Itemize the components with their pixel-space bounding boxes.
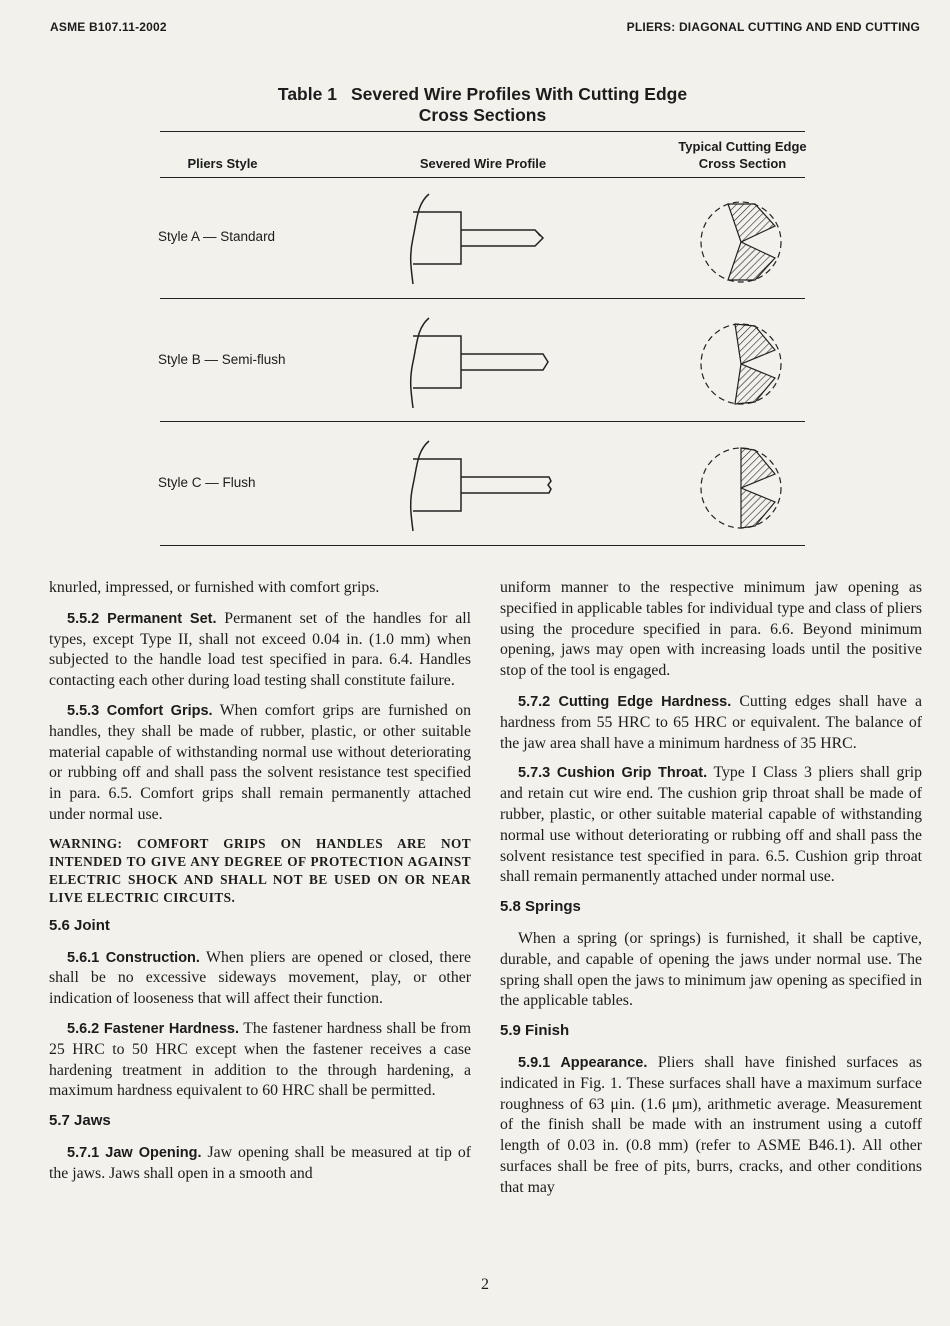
row-divider-2 bbox=[160, 421, 805, 422]
section-5-6-2-paragraph bbox=[49, 1019, 471, 1102]
section-5-6-1-heading: 5.6.1 Construction. bbox=[67, 949, 200, 966]
section-5-9-heading: 5.9 Finish bbox=[500, 1022, 570, 1040]
section-5-5-2-body: Permanent set of the handles for all types, except Type II, shall not exceed 0.04 in. (1.0 mm) when subjected to the handle load test specified in para. 6.4. Handles contacting each other during load testing shall constitute failure. bbox=[49, 609, 472, 690]
section-5-6-1-body: When pliers are opened or closed, there shall be no excessive sideways movement, play, or other indication of looseness that will affect their function. bbox=[49, 948, 472, 1008]
warning-paragraph: WARNING: COMFORT GRIPS ON HANDLES ARE NOT INTENDED TO GIVE ANY DEGREE OF PROTECTION AGAINST ELECTRIC SHOCK AND SHALL NOT BE USED ON OR NEAR LIVE ELECTRIC CIRCUITS. bbox=[49, 835, 471, 905]
section-5-6-2-heading: 5.6.2 Fastener Hardness. bbox=[67, 1020, 239, 1037]
wire-profile-a-figure bbox=[395, 190, 565, 290]
section-5-5-3-paragraph bbox=[49, 701, 471, 826]
section-5-7-1-paragraph bbox=[49, 1143, 471, 1185]
table-number: Table 1 bbox=[277, 84, 337, 104]
section-5-6-2-body: The fastener hardness shall be from 25 HRC to 50 HRC except when the fastener receives a case hardening treatment in addition to the through hardening, a maximum hardness equivalent to 60 HRC shall be permitted. bbox=[49, 1019, 471, 1100]
section-5-5-3-body: When comfort grips are furnished on handles, they shall be made of rubber, plastic, or other suitable material capable of withstanding normal use without deteriorating or rubbing off and shall pass the solvent resistance test specified in para. 6.5. Comfort grips shall remain permanently attached under normal use. bbox=[49, 701, 471, 823]
section-5-5-2-paragraph bbox=[49, 609, 471, 692]
section-5-7-3-body: Type I Class 3 pliers shall grip and retain cut wire end. The cushion grip throat shall be made of rubber, plastic, or other suitable material capable of withstanding normal use without deteriorating or rubbing off and shall pass the solvent resistance test specified in para. 6.5. Cushion grip throat shall remain permanently attached under normal use. bbox=[500, 764, 923, 886]
wire-profile-b-figure bbox=[395, 314, 565, 414]
cross-section-c-figure bbox=[695, 442, 787, 534]
section-5-7-3-heading: 5.7.3 Cushion Grip Throat. bbox=[518, 765, 708, 782]
section-5-9-1-heading: 5.9.1 Appearance. bbox=[518, 1054, 648, 1071]
running-header-right: PLIERS: DIAGONAL CUTTING AND END CUTTING bbox=[626, 20, 920, 34]
section-5-5-3-heading: 5.5.3 Comfort Grips. bbox=[67, 702, 213, 719]
section-5-6-1-paragraph bbox=[49, 948, 471, 1010]
col-header-cross-section bbox=[660, 138, 825, 172]
section-5-7-2-heading: 5.7.2 Cutting Edge Hardness. bbox=[518, 693, 732, 710]
section-5-7-2-paragraph bbox=[500, 692, 922, 754]
table-title-line2: Cross Sections bbox=[418, 105, 547, 125]
section-5-6-heading: 5.6 Joint bbox=[49, 916, 110, 934]
section-5-7-1-body: Jaw opening shall be measured at tip of the jaws. Jaws shall open in a smooth and bbox=[49, 1143, 472, 1182]
col-header-cross-section-line2: Cross Section bbox=[698, 156, 787, 171]
section-5-5-2-heading: 5.5.2 Permanent Set. bbox=[67, 610, 217, 627]
col-header-style: Pliers Style bbox=[187, 156, 258, 171]
table-title bbox=[160, 84, 805, 126]
cross-section-b-figure bbox=[695, 318, 787, 410]
right-continuation-paragraph: uniform manner to the respective minimum jaw opening as specified in applicable tables for individual type and class of pliers using the procedure specified in para. 6.6. Beyond minimum opening, jaws may open with increasing loads until the positive stop of the tool is engaged. bbox=[500, 579, 922, 680]
table-title-line1: Severed Wire Profiles With Cutting Edge bbox=[350, 84, 688, 104]
row-divider-1 bbox=[160, 298, 805, 299]
left-text-column bbox=[49, 578, 471, 1194]
section-5-7-2-body: Cutting edges shall have a hardness from 55 HRC to 65 HRC or equivalent. The balance of the jaw area shall have a minimum hardness of 35 HRC. bbox=[500, 692, 922, 752]
running-header-left: ASME B107.11-2002 bbox=[50, 20, 167, 34]
section-5-9-1-body: Pliers shall have finished surfaces as indicated in Fig. 1. These surfaces shall have a maximum surface roughness of 63 μin. (1.6 μm), arithmetic average. Measurement of the finish shall be made with an instrument using a cutoff length of 0.03 in. (0.8 mm) (refer to ASME B46.1). All other surfaces shall be free of pits, burrs, cracks, and other conditions that may bbox=[500, 1053, 922, 1196]
row-style-a-label: Style A — Standard bbox=[158, 229, 276, 244]
cross-section-a-figure bbox=[695, 196, 787, 288]
table-header-rule bbox=[160, 177, 805, 178]
row-style-b-label: Style B — Semi-flush bbox=[158, 352, 286, 367]
section-5-8-paragraph: When a spring (or springs) is furnished, it shall be captive, durable, and capable of opening the jaws under normal use. The spring shall open the jaws to minimum jaw opening as specified in the applicable tables. bbox=[500, 929, 922, 1010]
table-bottom-rule bbox=[160, 545, 805, 546]
col-header-profile: Severed Wire Profile bbox=[419, 156, 547, 171]
left-continuation-paragraph: knurled, impressed, or furnished with comfort grips. bbox=[49, 579, 380, 596]
col-header-cross-section-line1: Typical Cutting Edge bbox=[678, 139, 807, 154]
section-5-8-heading: 5.8 Springs bbox=[500, 898, 581, 916]
section-5-9-1-paragraph bbox=[500, 1053, 922, 1199]
row-style-c-label: Style C — Flush bbox=[158, 475, 256, 490]
page-number: 2 bbox=[481, 1276, 489, 1293]
right-text-column bbox=[500, 578, 922, 1208]
section-5-7-1-heading: 5.7.1 Jaw Opening. bbox=[67, 1144, 202, 1161]
section-5-7-3-paragraph bbox=[500, 763, 922, 888]
wire-profile-c-figure bbox=[395, 437, 565, 537]
section-5-7-heading: 5.7 Jaws bbox=[49, 1112, 111, 1130]
table-top-rule bbox=[160, 131, 805, 132]
